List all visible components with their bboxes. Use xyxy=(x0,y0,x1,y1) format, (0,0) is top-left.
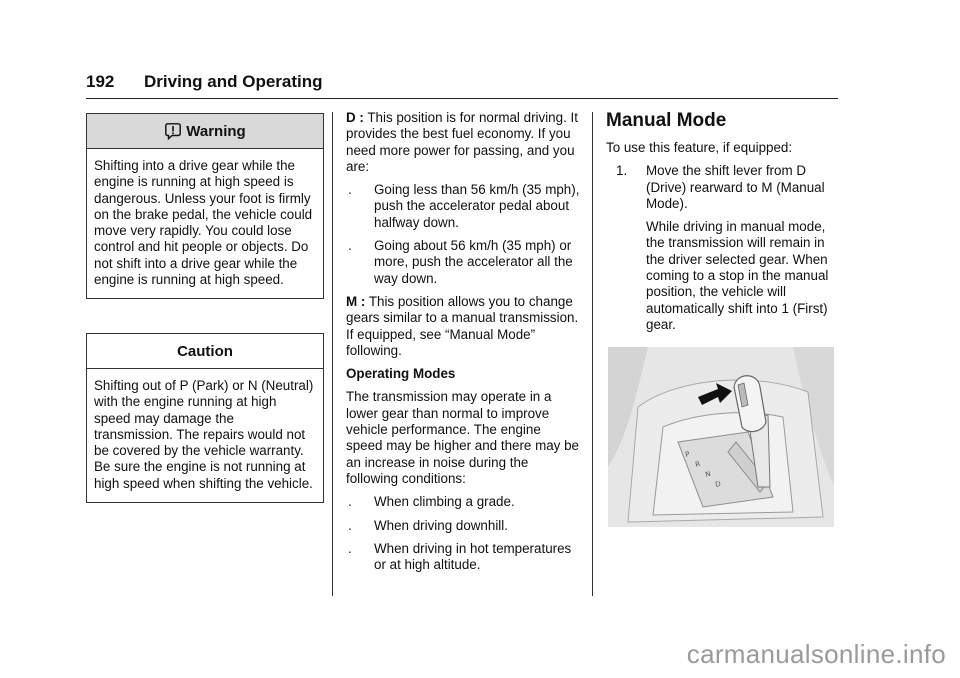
step-continuation: While driving in manual mode, the transmission will remain in the driver selected gear. When coming to a stop in the manual position, the vehicle will automatically shift into 1 (First) gear. xyxy=(646,219,829,332)
column-divider-left xyxy=(332,112,333,596)
middle-column xyxy=(346,110,580,580)
watermark: carmanualsonline.info xyxy=(686,639,946,669)
manual-mode-intro: To use this feature, if equipped: xyxy=(606,140,793,155)
column-divider-right xyxy=(592,112,593,596)
page-number: 192 xyxy=(86,72,115,91)
manual-mode-heading: Manual Mode xyxy=(606,110,727,131)
list-item xyxy=(346,518,580,534)
svg-text:R: R xyxy=(694,459,702,469)
step-item xyxy=(606,163,836,212)
warning-title: Warning xyxy=(186,122,246,140)
bullet-text: When driving in hot temperatures or at high altitude. xyxy=(374,540,572,573)
caution-title: Caution xyxy=(177,342,233,360)
svg-text:D: D xyxy=(714,479,722,489)
bullet-text: Going less than 56 km/h (35 mph), push the accelerator pedal about halfway down. xyxy=(374,182,580,230)
bullet-mark: . xyxy=(348,517,352,533)
bullet-mark: . xyxy=(348,238,352,254)
bullet-mark: . xyxy=(348,182,352,198)
svg-text:P: P xyxy=(684,450,691,459)
caution-box-header xyxy=(87,334,323,369)
bullet-text: Going about 56 km/h (35 mph) or more, push the accelerator all the way down. xyxy=(374,238,573,286)
step-text: Move the shift lever from D (Drive) rearward to M (Manual Mode). xyxy=(646,163,825,211)
list-item xyxy=(346,182,580,231)
caution-text: Shifting out of P (Park) or N (Neutral) with the engine running at high speed may damage the transmission. The repairs would not be covered by the vehicle warranty. Be sure the engine is not running at high speed when shifting the vehicle. xyxy=(94,378,314,491)
shift-lever-illustration xyxy=(608,347,834,527)
list-item xyxy=(346,238,580,287)
drive-paragraph xyxy=(346,110,580,175)
step-number: 1. xyxy=(616,163,628,179)
list-item xyxy=(346,494,580,510)
warning-box xyxy=(86,113,324,299)
manual-label: M : xyxy=(346,293,366,309)
drive-label: D : xyxy=(346,110,364,125)
operating-modes-text: The transmission may operate in a lower gear than normal to improve vehicle performance. The engine speed may be higher and there may be an increase in noise during the following conditions: xyxy=(346,389,579,486)
bullet-mark: . xyxy=(348,540,352,556)
section-title: Driving and Operating xyxy=(144,72,323,91)
manual-text: This position allows you to change gears similar to a manual transmission. If equipped, see “Manual Mode” following. xyxy=(346,293,579,358)
manual-paragraph xyxy=(346,294,580,359)
bullet-text: When driving downhill. xyxy=(374,517,508,533)
right-column xyxy=(606,110,836,340)
list-item xyxy=(346,541,580,574)
svg-text:N: N xyxy=(704,469,712,479)
warning-icon xyxy=(164,122,182,140)
page-header xyxy=(86,70,838,99)
operating-modes-heading: Operating Modes xyxy=(346,366,456,382)
warning-box-header xyxy=(87,114,323,149)
bullet-mark: . xyxy=(348,494,352,510)
caution-box xyxy=(86,333,324,503)
bullet-text: When climbing a grade. xyxy=(374,494,515,510)
drive-text: This position is for normal driving. It provides the best fuel economy. If you need more power for passing, and you are: xyxy=(346,110,578,174)
warning-text: Shifting into a drive gear while the engine is running at high speed is dangerous. Unless your foot is firmly on the brake pedal, the vehicle could move very rapidly. You could lose control and hit people or objects. Do not shift into a drive gear while the engine is running at high speed. xyxy=(94,158,313,288)
